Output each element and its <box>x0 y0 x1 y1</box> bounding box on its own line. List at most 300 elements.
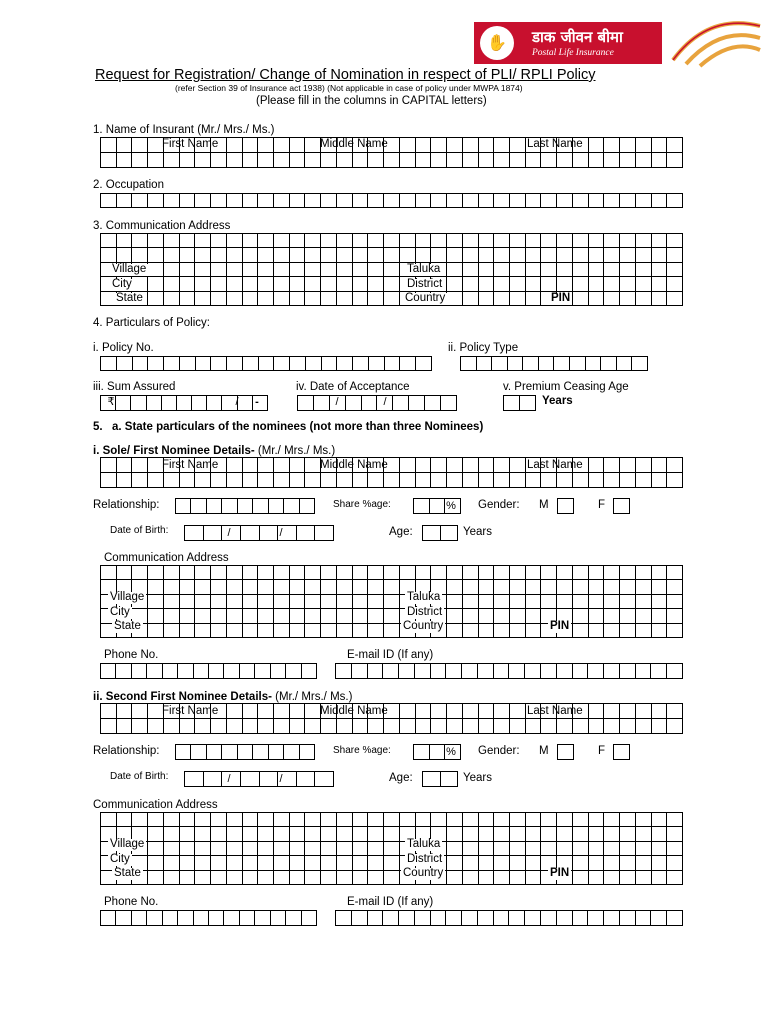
grid-cell[interactable] <box>667 719 683 734</box>
grid-cell[interactable] <box>636 138 652 153</box>
grid-cell[interactable] <box>620 566 636 580</box>
grid-cell[interactable] <box>353 458 369 473</box>
grid-cell[interactable] <box>337 704 353 719</box>
grid-cell[interactable] <box>431 153 447 168</box>
grid-cell[interactable] <box>353 842 369 856</box>
grid-cell[interactable] <box>368 248 384 262</box>
grid-cell[interactable] <box>274 248 290 262</box>
premium-age-grid[interactable] <box>503 395 536 411</box>
grid-cell[interactable] <box>194 911 209 926</box>
grid-cell[interactable] <box>195 595 211 609</box>
grid-cell[interactable] <box>284 499 299 514</box>
grid-cell[interactable] <box>652 292 668 306</box>
grid-cell[interactable] <box>414 499 430 514</box>
grid-cell[interactable] <box>541 719 557 734</box>
grid-cell[interactable] <box>620 871 636 885</box>
grid-cell[interactable] <box>243 277 259 291</box>
grid-cell[interactable] <box>353 263 369 277</box>
grid-cell[interactable] <box>479 473 495 488</box>
grid-cell[interactable] <box>353 580 369 594</box>
grid-cell[interactable] <box>604 842 620 856</box>
grid-cell[interactable] <box>148 473 164 488</box>
grid-cell[interactable] <box>523 357 539 371</box>
grid-cell[interactable] <box>290 624 306 638</box>
grid-cell[interactable] <box>164 566 180 580</box>
grid-cell[interactable] <box>526 827 542 841</box>
grid-cell[interactable] <box>494 842 510 856</box>
grid-cell[interactable] <box>259 357 275 371</box>
policy-type-grid[interactable] <box>460 356 648 371</box>
grid-cell[interactable] <box>604 566 620 580</box>
grid-cell[interactable] <box>384 292 400 306</box>
grid-cell[interactable] <box>554 357 570 371</box>
grid-cell[interactable] <box>274 609 290 623</box>
grid-cell[interactable] <box>243 624 259 638</box>
date-acceptance-grid[interactable] <box>297 395 457 411</box>
grid-cell[interactable] <box>337 357 353 371</box>
grid-cell[interactable] <box>195 856 211 870</box>
grid-cell[interactable] <box>353 827 369 841</box>
grid-cell[interactable] <box>164 719 180 734</box>
grid-cell[interactable] <box>101 458 117 473</box>
grid-cell[interactable] <box>557 277 573 291</box>
grid-cell[interactable] <box>620 664 636 679</box>
grid-cell[interactable] <box>258 719 274 734</box>
grid-cell[interactable] <box>321 234 337 248</box>
grid-cell[interactable] <box>337 842 353 856</box>
grid-cell[interactable] <box>101 813 117 827</box>
grid-cell[interactable] <box>274 719 290 734</box>
grid-cell[interactable] <box>368 624 384 638</box>
grid-cell[interactable] <box>368 580 384 594</box>
grid-cell[interactable] <box>431 194 447 208</box>
grid-cell[interactable] <box>541 138 557 153</box>
grid-cell[interactable] <box>667 624 683 638</box>
grid-cell[interactable] <box>384 719 400 734</box>
grid-cell[interactable] <box>180 263 196 277</box>
grid-cell[interactable] <box>384 234 400 248</box>
grid-cell[interactable] <box>541 595 557 609</box>
grid-cell[interactable] <box>305 609 321 623</box>
grid-cell[interactable] <box>368 827 384 841</box>
grid-cell[interactable] <box>305 704 321 719</box>
grid-cell[interactable] <box>164 580 180 594</box>
grid-cell[interactable] <box>479 292 495 306</box>
grid-cell[interactable] <box>400 473 416 488</box>
grid-cell[interactable] <box>148 856 164 870</box>
grid-cell[interactable] <box>211 292 227 306</box>
grid-cell[interactable] <box>461 357 477 371</box>
grid-cell[interactable] <box>494 566 510 580</box>
grid-cell[interactable] <box>117 138 133 153</box>
grid-cell[interactable] <box>258 580 274 594</box>
grid-cell[interactable] <box>541 566 557 580</box>
grid-cell[interactable] <box>479 277 495 291</box>
grid-cell[interactable] <box>604 292 620 306</box>
grid-cell[interactable] <box>353 357 369 371</box>
grid-cell[interactable] <box>557 194 573 208</box>
grid-cell[interactable] <box>238 499 253 514</box>
grid-cell[interactable] <box>573 580 589 594</box>
grid-cell[interactable] <box>164 813 180 827</box>
grid-cell[interactable] <box>416 473 432 488</box>
grid-cell[interactable] <box>274 566 290 580</box>
grid-cell[interactable] <box>243 813 259 827</box>
grid-cell[interactable] <box>589 138 605 153</box>
grid-cell[interactable] <box>573 234 589 248</box>
grid-cell[interactable] <box>227 292 243 306</box>
grid-cell[interactable] <box>384 813 400 827</box>
grid-cell[interactable] <box>132 248 148 262</box>
grid-cell[interactable] <box>243 357 259 371</box>
grid-cell[interactable] <box>177 396 192 411</box>
grid-cell[interactable] <box>431 248 447 262</box>
grid-cell[interactable] <box>164 292 180 306</box>
grid-cell[interactable] <box>400 153 416 168</box>
grid-cell[interactable] <box>290 719 306 734</box>
grid-cell[interactable] <box>227 248 243 262</box>
grid-cell[interactable] <box>227 277 243 291</box>
grid-cell[interactable] <box>148 263 164 277</box>
grid-cell[interactable] <box>337 248 353 262</box>
grid-cell[interactable] <box>227 609 243 623</box>
grid-cell[interactable] <box>589 595 605 609</box>
grid-cell[interactable] <box>164 856 180 870</box>
grid-cell[interactable] <box>227 234 243 248</box>
grid-cell[interactable] <box>431 911 447 926</box>
grid-cell[interactable] <box>463 842 479 856</box>
grid-cell[interactable] <box>667 153 683 168</box>
grid-cell[interactable] <box>305 580 321 594</box>
grid-cell[interactable] <box>526 595 542 609</box>
grid-cell[interactable] <box>290 357 306 371</box>
grid-cell[interactable] <box>132 194 148 208</box>
grid-cell[interactable] <box>368 153 384 168</box>
grid-cell[interactable] <box>195 813 211 827</box>
n2-gender-f-box[interactable] <box>613 744 630 760</box>
grid-cell[interactable] <box>258 624 274 638</box>
grid-cell[interactable] <box>508 357 524 371</box>
grid-cell[interactable] <box>573 138 589 153</box>
grid-cell[interactable] <box>510 704 526 719</box>
grid-cell[interactable] <box>368 138 384 153</box>
grid-cell[interactable] <box>180 609 196 623</box>
grid-cell[interactable] <box>258 856 274 870</box>
n2-relationship-grid[interactable] <box>175 744 315 760</box>
grid-cell[interactable] <box>526 624 542 638</box>
grid-cell[interactable] <box>494 473 510 488</box>
grid-cell[interactable] <box>557 153 573 168</box>
grid-cell[interactable] <box>620 704 636 719</box>
grid-cell[interactable] <box>255 664 270 679</box>
grid-cell[interactable] <box>652 580 668 594</box>
grid-cell[interactable] <box>148 609 164 623</box>
grid-cell[interactable] <box>132 813 148 827</box>
grid-cell[interactable] <box>479 234 495 248</box>
grid-cell[interactable] <box>385 357 401 371</box>
grid-cell[interactable] <box>163 911 178 926</box>
grid-cell[interactable] <box>180 871 196 885</box>
grid-cell[interactable] <box>447 842 463 856</box>
grid-cell[interactable] <box>269 499 284 514</box>
grid-cell[interactable] <box>604 871 620 885</box>
grid-cell[interactable] <box>447 609 463 623</box>
grid-cell[interactable] <box>463 624 479 638</box>
grid-cell[interactable] <box>636 595 652 609</box>
grid-cell[interactable] <box>290 194 306 208</box>
grid-cell[interactable] <box>180 856 196 870</box>
grid-cell[interactable] <box>447 153 463 168</box>
grid-cell[interactable] <box>604 664 620 679</box>
grid-cell[interactable] <box>651 911 667 926</box>
grid-cell[interactable] <box>368 664 384 679</box>
grid-cell[interactable] <box>117 719 133 734</box>
grid-cell[interactable] <box>321 871 337 885</box>
grid-cell[interactable] <box>478 911 494 926</box>
grid-cell[interactable] <box>431 458 447 473</box>
grid-cell[interactable] <box>195 719 211 734</box>
grid-cell[interactable] <box>195 277 211 291</box>
grid-cell[interactable] <box>620 263 636 277</box>
grid-cell[interactable] <box>164 458 180 473</box>
grid-cell[interactable] <box>148 871 164 885</box>
grid-cell[interactable] <box>589 248 605 262</box>
grid-cell[interactable] <box>667 911 683 926</box>
grid-cell[interactable] <box>604 277 620 291</box>
grid-cell[interactable] <box>164 609 180 623</box>
grid-cell[interactable] <box>586 357 602 371</box>
grid-cell[interactable] <box>446 664 462 679</box>
grid-cell[interactable] <box>494 719 510 734</box>
grid-cell[interactable] <box>195 566 211 580</box>
grid-cell[interactable] <box>258 248 274 262</box>
grid-cell[interactable] <box>243 719 259 734</box>
grid-cell[interactable] <box>588 664 604 679</box>
grid-cell[interactable] <box>557 566 573 580</box>
grid-cell[interactable] <box>240 664 255 679</box>
grid-cell[interactable] <box>148 719 164 734</box>
grid-cell[interactable] <box>337 566 353 580</box>
grid-cell[interactable] <box>180 473 196 488</box>
grid-cell[interactable] <box>620 580 636 594</box>
grid-cell[interactable] <box>557 664 573 679</box>
grid-cell[interactable] <box>300 499 315 514</box>
grid-cell[interactable] <box>494 595 510 609</box>
grid-cell[interactable] <box>431 719 447 734</box>
grid-cell[interactable] <box>667 473 683 488</box>
grid-cell[interactable] <box>414 745 430 760</box>
grid-cell[interactable] <box>589 473 605 488</box>
grid-cell[interactable] <box>243 234 259 248</box>
grid-cell[interactable] <box>148 580 164 594</box>
grid-cell[interactable] <box>227 719 243 734</box>
grid-cell[interactable] <box>227 856 243 870</box>
grid-cell[interactable] <box>180 566 196 580</box>
grid-cell[interactable] <box>589 566 605 580</box>
grid-cell[interactable] <box>274 263 290 277</box>
grid-cell[interactable] <box>258 473 274 488</box>
grid-cell[interactable] <box>510 871 526 885</box>
grid-cell[interactable] <box>117 234 133 248</box>
grid-cell[interactable] <box>541 458 557 473</box>
grid-cell[interactable] <box>617 357 633 371</box>
grid-cell[interactable] <box>431 473 447 488</box>
n1-gender-f-box[interactable] <box>613 498 630 514</box>
grid-cell[interactable] <box>604 153 620 168</box>
grid-cell[interactable] <box>463 473 479 488</box>
grid-cell[interactable] <box>479 194 495 208</box>
grid-cell[interactable] <box>274 595 290 609</box>
grid-cell[interactable] <box>211 194 227 208</box>
grid-cell[interactable] <box>148 234 164 248</box>
grid-cell[interactable] <box>541 813 557 827</box>
grid-cell[interactable] <box>604 458 620 473</box>
grid-cell[interactable] <box>180 194 196 208</box>
grid-cell[interactable] <box>241 526 260 541</box>
grid-cell[interactable] <box>526 292 542 306</box>
grid-cell[interactable] <box>368 871 384 885</box>
grid-cell[interactable] <box>101 138 117 153</box>
grid-cell[interactable] <box>541 704 557 719</box>
grid-cell[interactable] <box>479 609 495 623</box>
grid-cell[interactable] <box>383 664 399 679</box>
grid-cell[interactable] <box>604 704 620 719</box>
grid-cell[interactable] <box>557 813 573 827</box>
grid-cell[interactable] <box>117 813 133 827</box>
grid-cell[interactable] <box>557 595 573 609</box>
grid-cell[interactable] <box>477 357 493 371</box>
grid-cell[interactable] <box>147 396 162 411</box>
grid-cell[interactable] <box>337 856 353 870</box>
grid-cell[interactable] <box>573 911 589 926</box>
grid-cell[interactable] <box>290 704 306 719</box>
grid-cell[interactable] <box>290 609 306 623</box>
grid-cell[interactable] <box>636 153 652 168</box>
grid-cell[interactable] <box>416 719 432 734</box>
grid-cell[interactable] <box>667 827 683 841</box>
grid-cell[interactable] <box>652 624 668 638</box>
grid-cell[interactable] <box>117 458 133 473</box>
grid-cell[interactable] <box>211 473 227 488</box>
grid-cell[interactable] <box>258 292 274 306</box>
grid-cell[interactable] <box>211 609 227 623</box>
grid-cell[interactable] <box>258 827 274 841</box>
grid-cell[interactable] <box>589 813 605 827</box>
grid-cell[interactable] <box>101 704 117 719</box>
grid-cell[interactable] <box>211 842 227 856</box>
grid-cell[interactable] <box>652 827 668 841</box>
grid-cell[interactable] <box>463 194 479 208</box>
grid-cell[interactable] <box>353 194 369 208</box>
grid-cell[interactable] <box>305 458 321 473</box>
grid-cell[interactable] <box>463 566 479 580</box>
grid-cell[interactable] <box>573 609 589 623</box>
grid-cell[interactable] <box>101 719 117 734</box>
grid-cell[interactable] <box>101 357 117 371</box>
grid-cell[interactable] <box>573 595 589 609</box>
grid-cell[interactable] <box>101 153 117 168</box>
grid-cell[interactable] <box>297 526 316 541</box>
grid-cell[interactable] <box>164 263 180 277</box>
grid-cell[interactable] <box>636 871 652 885</box>
grid-cell[interactable] <box>636 609 652 623</box>
grid-cell[interactable] <box>652 856 668 870</box>
grid-cell[interactable] <box>526 813 542 827</box>
n1-gender-m-box[interactable] <box>557 498 574 514</box>
grid-cell[interactable] <box>180 153 196 168</box>
grid-cell[interactable] <box>148 566 164 580</box>
grid-cell[interactable] <box>147 664 162 679</box>
grid-cell[interactable] <box>290 153 306 168</box>
grid-cell[interactable] <box>315 772 334 787</box>
grid-cell[interactable] <box>274 473 290 488</box>
grid-cell[interactable] <box>462 664 478 679</box>
grid-cell[interactable] <box>636 704 652 719</box>
n1-address-grid[interactable] <box>100 565 683 638</box>
grid-cell[interactable] <box>315 526 334 541</box>
grid-cell[interactable] <box>148 138 164 153</box>
grid-cell[interactable] <box>620 911 636 926</box>
grid-cell[interactable] <box>132 911 147 926</box>
grid-cell[interactable] <box>416 704 432 719</box>
grid-cell[interactable] <box>526 704 542 719</box>
grid-cell[interactable] <box>271 911 286 926</box>
grid-cell[interactable] <box>384 704 400 719</box>
grid-cell[interactable] <box>148 813 164 827</box>
grid-cell[interactable] <box>321 595 337 609</box>
grid-cell[interactable] <box>148 842 164 856</box>
grid-cell[interactable] <box>164 234 180 248</box>
grid-cell[interactable] <box>180 234 196 248</box>
grid-cell[interactable] <box>290 595 306 609</box>
grid-cell[interactable] <box>353 624 369 638</box>
grid-cell[interactable] <box>416 248 432 262</box>
grid-cell[interactable] <box>479 458 495 473</box>
grid-cell[interactable] <box>368 234 384 248</box>
grid-cell[interactable] <box>227 595 243 609</box>
grid-cell[interactable] <box>400 248 416 262</box>
grid-cell[interactable] <box>243 871 259 885</box>
grid-cell[interactable] <box>570 357 586 371</box>
grid-cell[interactable] <box>667 248 683 262</box>
grid-cell[interactable] <box>400 566 416 580</box>
grid-cell[interactable] <box>494 138 510 153</box>
grid-cell[interactable] <box>204 526 223 541</box>
grid-cell[interactable] <box>274 813 290 827</box>
grid-cell[interactable] <box>589 856 605 870</box>
grid-cell[interactable] <box>423 772 441 787</box>
grid-cell[interactable] <box>227 357 243 371</box>
grid-cell[interactable] <box>526 473 542 488</box>
grid-cell[interactable] <box>573 153 589 168</box>
grid-cell[interactable] <box>274 194 290 208</box>
grid-cell[interactable] <box>346 396 362 411</box>
grid-cell[interactable] <box>368 277 384 291</box>
grid-cell[interactable] <box>227 871 243 885</box>
grid-cell[interactable] <box>636 473 652 488</box>
grid-cell[interactable] <box>557 704 573 719</box>
grid-cell[interactable] <box>383 911 399 926</box>
grid-cell[interactable] <box>353 138 369 153</box>
grid-cell[interactable] <box>447 277 463 291</box>
grid-cell[interactable] <box>211 856 227 870</box>
grid-cell[interactable] <box>148 194 164 208</box>
grid-cell[interactable] <box>195 194 211 208</box>
grid-cell[interactable] <box>636 580 652 594</box>
grid-cell[interactable] <box>255 911 270 926</box>
grid-cell[interactable] <box>400 138 416 153</box>
grid-cell[interactable] <box>243 194 259 208</box>
